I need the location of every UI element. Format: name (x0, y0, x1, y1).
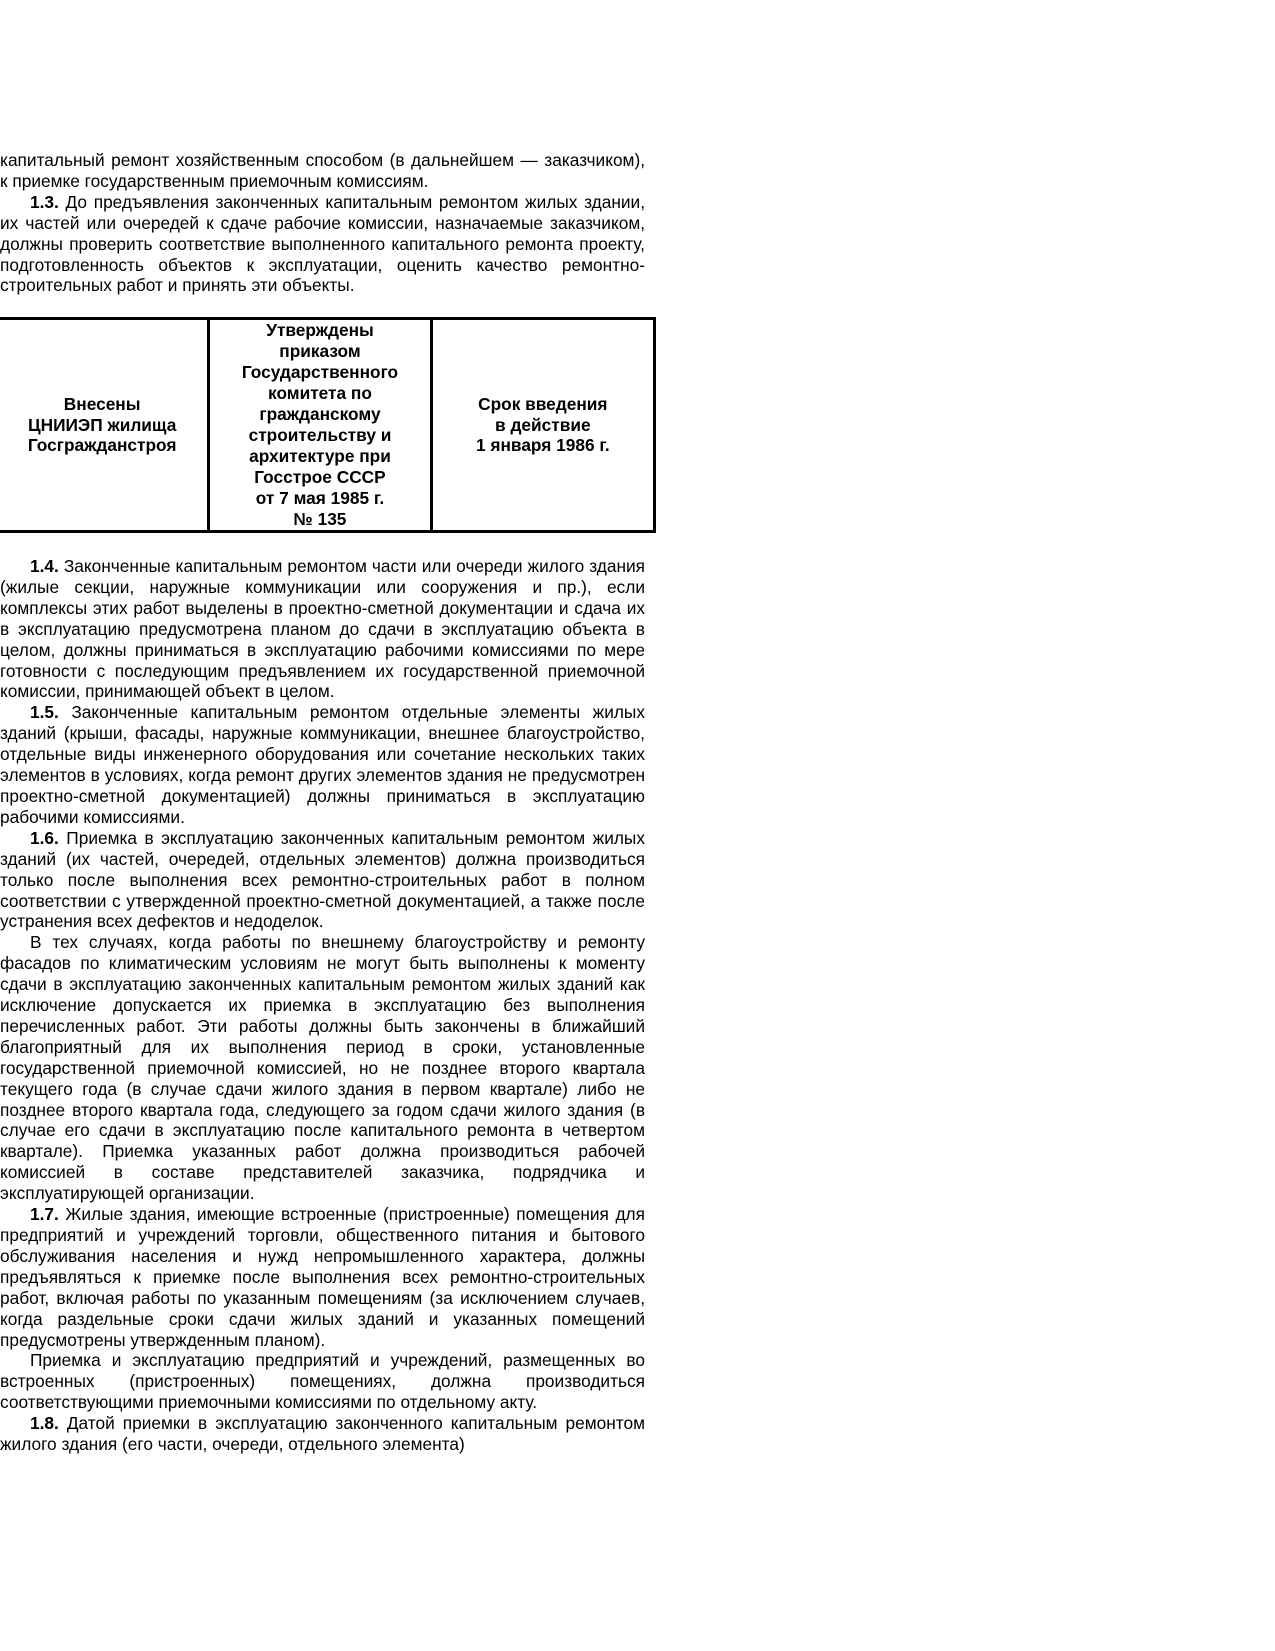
paragraph-1-4 (0, 556, 645, 702)
table-row (0, 319, 655, 532)
paragraph-1-5 (0, 702, 645, 827)
clause-number: 1.3. (30, 191, 59, 212)
clause-number: 1.8. (30, 1413, 59, 1434)
paragraph-text: В тех случаях, когда работы по внешнему благоустройству и ремонту фасадов по климатическим условиям не могут быть выполнены к моменту сдачи в эксплуатацию законченных капитальным ремонтом жилых зданий как исключение допускается их приемка в эксплуатацию без выполнения перечисленных работ. Эти работы должны быть закончены в ближайший благоприятный для их выполнения период в сроки, установленные государственной приемочной комиссией, но не позднее второго квартала текущего года (в случае сдачи жилого здания в первом квартале) либо не позднее второго квартала года, следующего за годом сдачи жилого здания (в случае его сдачи в эксплуатацию после капитального ремонта в четвертом квартале). Приемка указанных работ должна производиться рабочей комиссией в составе представителей заказчика, подрядчика и эксплуатирующей организации. (0, 932, 645, 1204)
clause-number: 1.5. (30, 702, 59, 723)
approval-info-table (0, 317, 656, 533)
clause-number: 1.4. (30, 556, 59, 576)
clause-number: 1.7. (30, 1204, 59, 1225)
paragraph-1-7-acceptance (0, 1350, 645, 1413)
approved-by-cell: Утверждены приказом Государственного комитета по гражданскому строительству и архитектуре при Госстрое СССР от 7 мая 1985 г. № 135 (209, 319, 431, 532)
paragraph-continuation (0, 150, 645, 192)
paragraph-text: До предъявления законченных капитальным ремонтом жилых здании, их частей или очередей к сдаче рабочие комиссии, назначаемые заказчиком, должны проверить соответствие выполненного капитального ремонта проекту, подготовленность объектов к эксплуатации, оценить качество ремонтно-строительных работ и принять эти объекты. (0, 191, 645, 296)
paragraph-text: Приемка в эксплуатацию законченных капитальным ремонтом жилых зданий (их частей, очередей, отдельных элементов) должна производиться только после выполнения всех ремонтно-строительных работ в полном соответствии с утвержденной проектно-сметной документацией, а также после устранения всех дефектов и недоделок. (0, 827, 645, 932)
paragraph-text: Приемка и эксплуатацию предприятий и учреждений, размещенных во встроенных (пристроенных) помещениях, должна производиться соответствующими приемочными комиссиями по отдельному акту. (0, 1350, 645, 1413)
submitted-by-cell: Внесены ЦНИИЭП жилища Госгражданстроя (0, 319, 209, 532)
paragraph-text: Законченные капитальным ремонтом части или очереди жилого здания (жилые секции, наружные коммуникации или сооружения и пр.), если комплексы этих работ выделены в проектно-сметной документации и сдача их в эксплуатацию предусмотрена планом до сдачи в эксплуатацию объекта в целом, должны приниматься в эксплуатацию рабочими комиссиями по мере готовности с последующим предъявлением их государственной приемочной комиссии, принимающей объект в целом. (0, 556, 645, 702)
paragraph-1-7 (0, 1204, 645, 1350)
text-block-bottom (0, 556, 645, 1455)
text-block-top (0, 150, 645, 296)
clause-number: 1.6. (30, 827, 59, 848)
paragraph-1-3 (0, 192, 645, 297)
paragraph-text: Датой приемки в эксплуатацию законченного капитальным ремонтом жилого здания (его части, очереди, отдельного элемента) (0, 1413, 645, 1455)
paragraph-1-6-exception (0, 932, 645, 1204)
effective-date-cell: Срок введения в действие 1 января 1986 г. (431, 319, 654, 532)
paragraph-text: капитальный ремонт хозяйственным способом (в дальнейшем — заказчиком), к приемке государственным приемочным комиссиям. (0, 150, 645, 191)
paragraph-1-6 (0, 828, 645, 933)
paragraph-1-8 (0, 1413, 645, 1455)
paragraph-text: Законченные капитальным ремонтом отдельные элементы жилых зданий (крыши, фасады, наружные коммуникации, внешнее благоустройство, отдельные виды инженерного оборудования или сочетание нескольких таких элементов в условиях, когда ремонт других элементов здания не предусмотрен проектно-сметной документацией) должны приниматься в эксплуатацию рабочими комиссиями. (0, 702, 645, 827)
paragraph-text: Жилые здания, имеющие встроенные (пристроенные) помещения для предприятий и учреждений торговли, общественного питания и бытового обслуживания населения и нужд непромышленного характера, должны предъявляться к приемке после выполнения всех ремонтно-строительных работ, включая работы по указанным помещениям (за исключением случаев, когда раздельные сроки сдачи жилых зданий и указанных помещений предусмотрены утвержденным планом). (0, 1204, 645, 1350)
